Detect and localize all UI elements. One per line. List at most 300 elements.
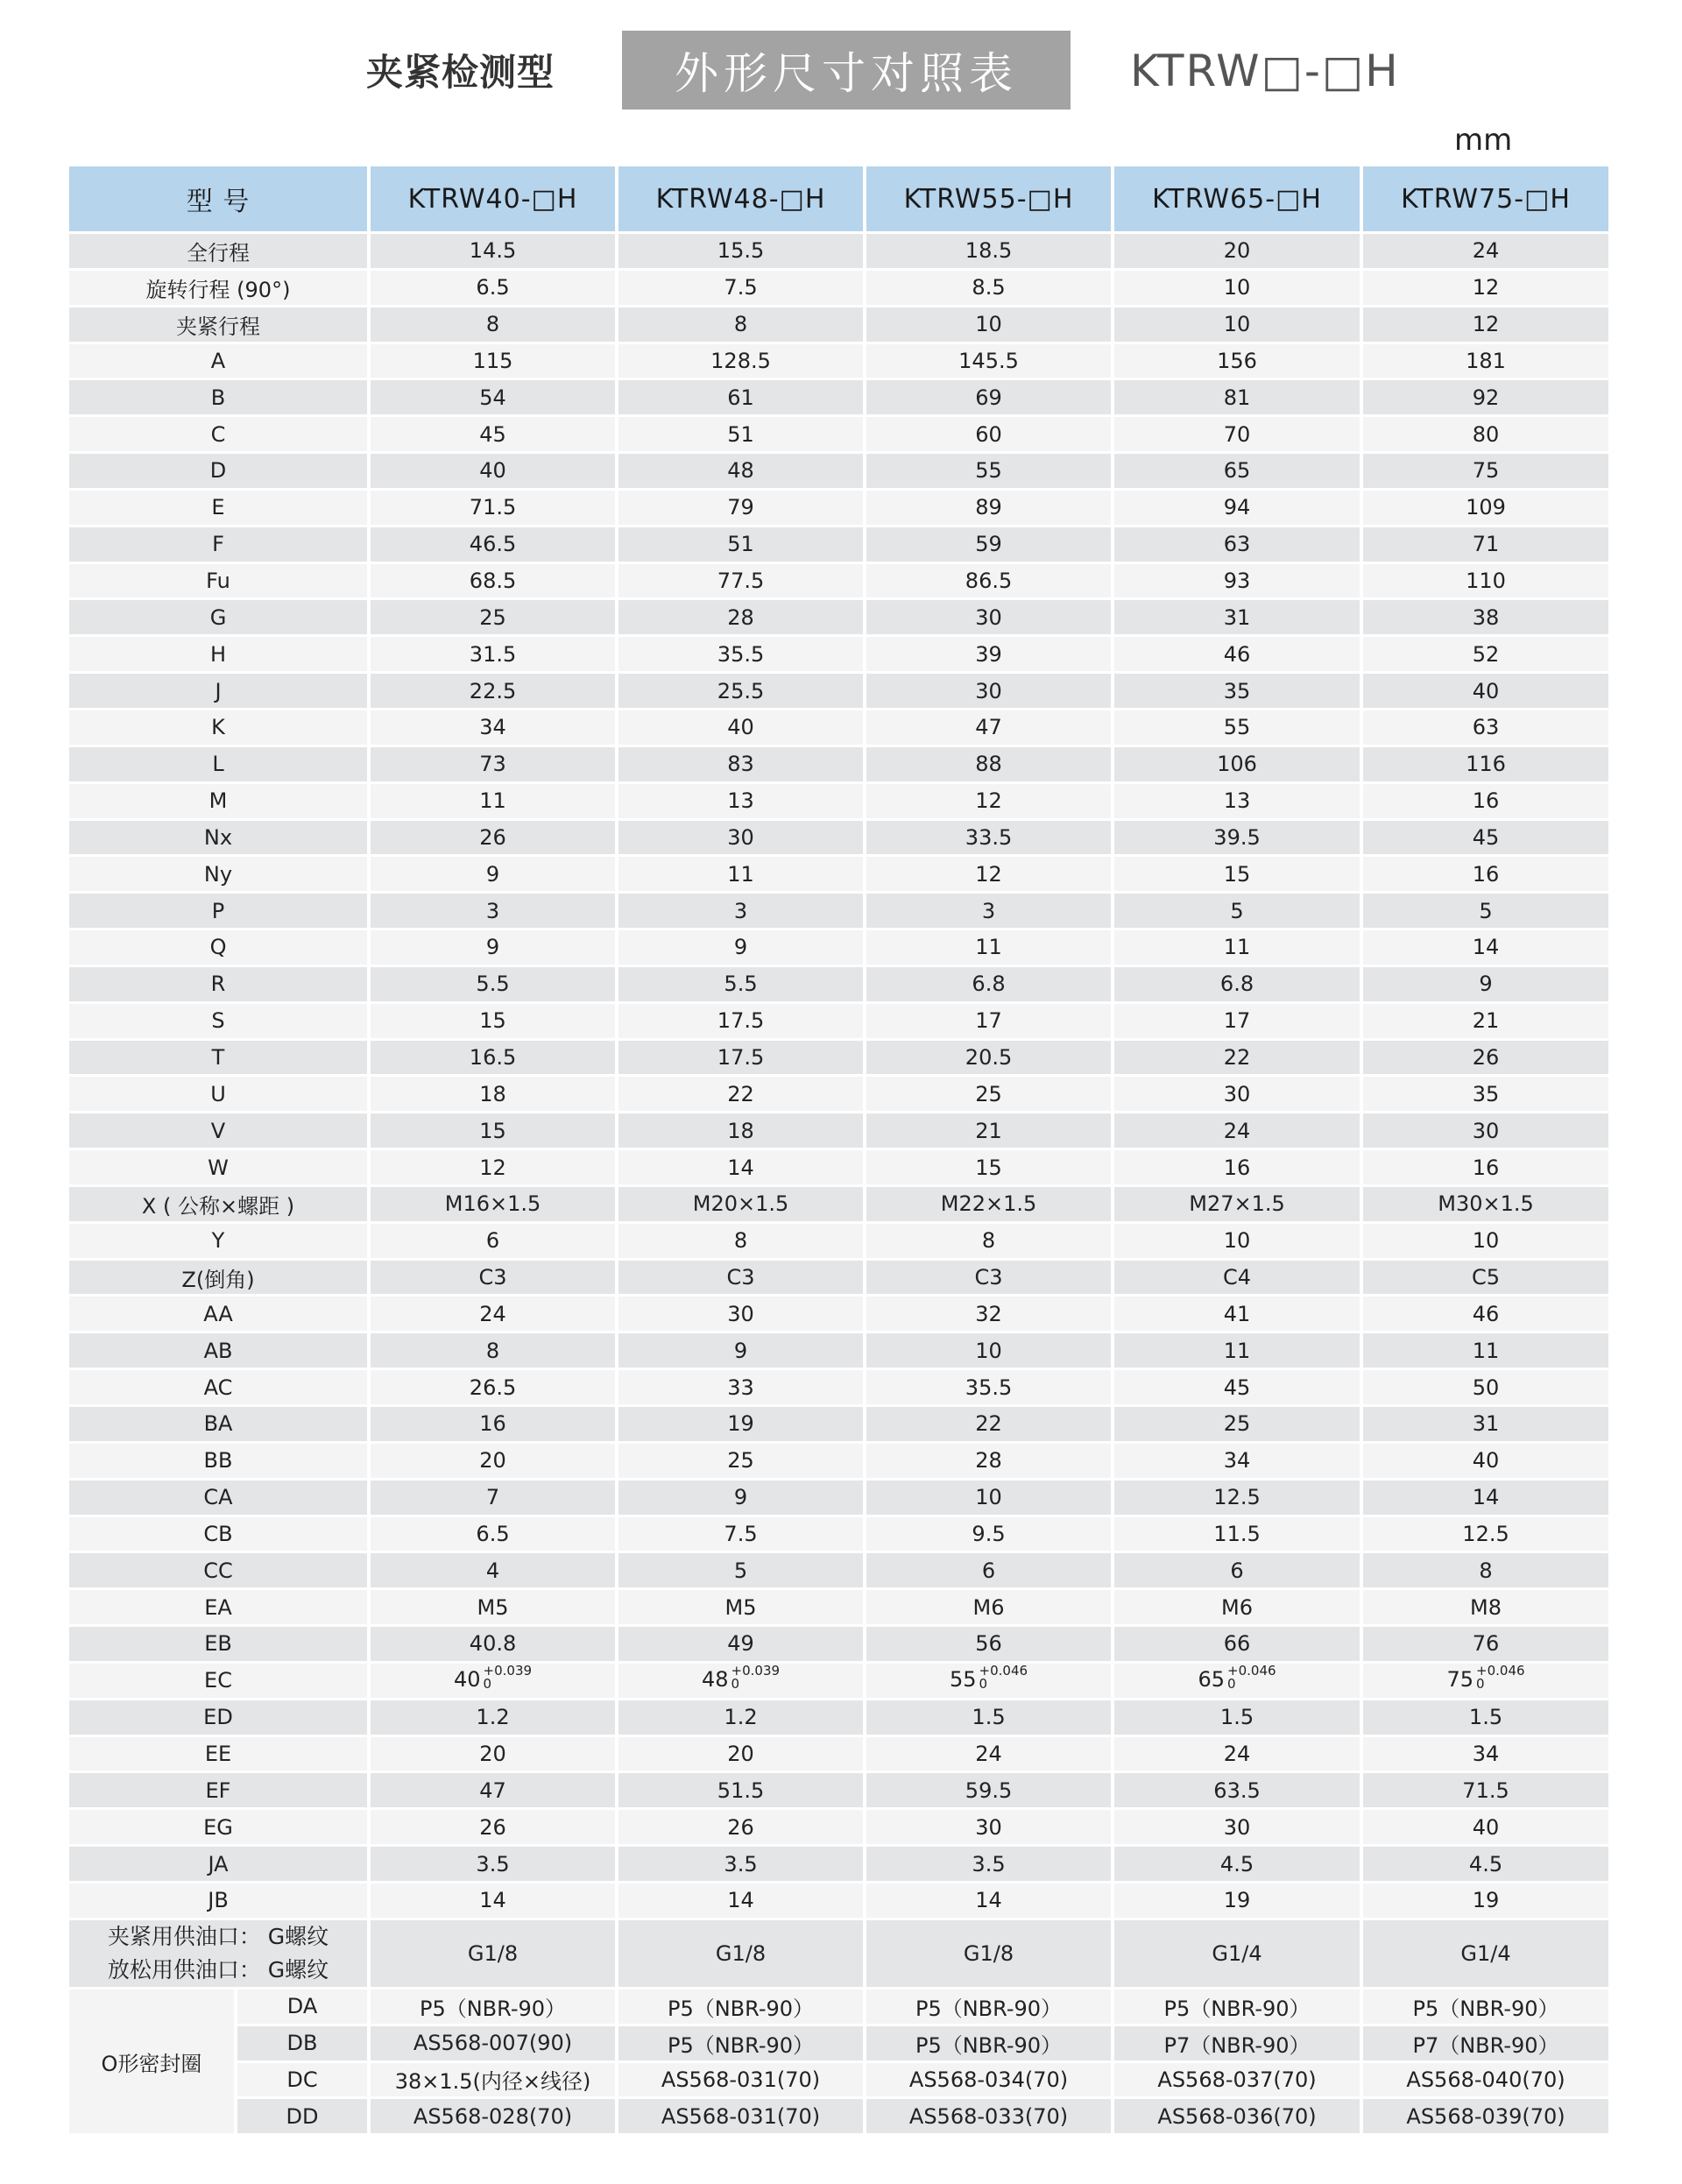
row-label: R	[69, 965, 369, 1002]
row-label: JA	[69, 1846, 369, 1883]
table-cell: 39.5	[1113, 819, 1361, 856]
table-cell: 7.5	[617, 1516, 865, 1552]
port-label	[69, 1919, 369, 1988]
table-cell: P7（NBR-90）	[1361, 2025, 1610, 2061]
table-cell: 9	[369, 929, 617, 966]
table-cell: M20×1.5	[617, 1185, 865, 1222]
table-cell: 51	[617, 526, 865, 562]
table-row	[69, 233, 1610, 270]
table-cell: 16	[1361, 856, 1610, 893]
table-cell: M8	[1361, 1589, 1610, 1626]
table-cell: 38×1.5(内径×线径)	[369, 2061, 617, 2098]
row-label: Y	[69, 1222, 369, 1259]
table-cell: 10	[1113, 306, 1361, 343]
table-cell: P5（NBR-90）	[369, 1988, 617, 2025]
table-cell: 10	[865, 306, 1113, 343]
table-cell: AS568-007(90)	[369, 2025, 617, 2061]
table-cell: 22	[617, 1076, 865, 1113]
table-cell: 16	[1113, 1149, 1361, 1186]
table-cell: 26	[369, 819, 617, 856]
table-cell: 8	[1361, 1552, 1610, 1589]
table-cell: 1.5	[1361, 1699, 1610, 1735]
table-cell: 10	[1361, 1222, 1610, 1259]
table-cell: 6.8	[865, 965, 1113, 1002]
table-cell: 92	[1361, 379, 1610, 416]
table-cell: 26.5	[369, 1369, 617, 1406]
table-cell: 79	[617, 489, 865, 526]
table-cell: 22.5	[369, 673, 617, 710]
table-cell: G1/8	[865, 1919, 1113, 1988]
table-row-seal	[69, 2098, 1610, 2135]
table-row	[69, 1552, 1610, 1589]
table-row	[69, 1589, 1610, 1626]
row-label: EE	[69, 1735, 369, 1772]
row-label: CA	[69, 1479, 369, 1516]
row-label: AC	[69, 1369, 369, 1406]
table-cell: 21	[865, 1113, 1113, 1149]
table-cell: M30×1.5	[1361, 1185, 1610, 1222]
table-cell: P5（NBR-90）	[865, 1988, 1113, 2025]
table-cell: 26	[369, 1809, 617, 1846]
table-cell: 47	[865, 709, 1113, 746]
table-cell: 7.5	[617, 269, 865, 306]
table-row	[69, 599, 1610, 636]
table-cell: 145.5	[865, 343, 1113, 379]
table-cell: 109	[1361, 489, 1610, 526]
table-cell: 12.5	[1113, 1479, 1361, 1516]
table-cell: 19	[1361, 1882, 1610, 1919]
table-cell: 52	[1361, 636, 1610, 673]
table-cell: 45	[369, 416, 617, 453]
table-cell: 14	[1361, 929, 1610, 966]
table-cell: 75	[1361, 453, 1610, 490]
table-cell: 8	[865, 1222, 1113, 1259]
table-cell: 45	[1113, 1369, 1361, 1406]
table-cell: 4.5	[1361, 1846, 1610, 1883]
table-cell: 30	[1113, 1076, 1361, 1113]
table-row-ports	[69, 1919, 1610, 1988]
table-cell: 39	[865, 636, 1113, 673]
table-cell: 15	[865, 1149, 1113, 1186]
table-row	[69, 856, 1610, 893]
table-cell: 17	[1113, 1002, 1361, 1039]
table-cell: 16.5	[369, 1039, 617, 1076]
table-cell: 30	[617, 1296, 865, 1332]
table-cell: 6.5	[369, 1516, 617, 1552]
page-title-text: 外形尺寸对照表	[675, 48, 1018, 99]
table-cell: 89	[865, 489, 1113, 526]
table-cell: 1.2	[617, 1699, 865, 1735]
table-cell: 10	[1113, 269, 1361, 306]
row-label: J	[69, 673, 369, 710]
table-cell: 21	[1361, 1002, 1610, 1039]
table-cell: 33	[617, 1369, 865, 1406]
table-cell: 10	[865, 1332, 1113, 1369]
nominal-value: 48	[701, 1667, 729, 1693]
table-cell: 3	[617, 893, 865, 929]
table-cell: 14	[617, 1882, 865, 1919]
table-cell: 12	[865, 782, 1113, 819]
row-label: B	[69, 379, 369, 416]
table-cell: M5	[617, 1589, 865, 1626]
row-label: AA	[69, 1296, 369, 1332]
row-label: E	[69, 489, 369, 526]
row-label: K	[69, 709, 369, 746]
table-cell: 19	[617, 1406, 865, 1443]
table-cell: 86.5	[865, 562, 1113, 599]
table-cell: 14.5	[369, 233, 617, 270]
table-cell: 5	[1113, 893, 1361, 929]
table-cell: 116	[1361, 746, 1610, 782]
seal-code: DA	[236, 1988, 369, 2025]
tolerance-lower: 0	[731, 1676, 740, 1693]
table-cell: 35.5	[865, 1369, 1113, 1406]
row-label: D	[69, 453, 369, 490]
row-label: M	[69, 782, 369, 819]
tolerance-lower: 0	[979, 1676, 988, 1693]
table-cell: 83	[617, 746, 865, 782]
table-cell: 9	[369, 856, 617, 893]
tolerance-lower: 0	[1476, 1676, 1485, 1693]
table-cell: 66	[1113, 1626, 1361, 1663]
table-cell: 11	[369, 782, 617, 819]
table-cell: 24	[1113, 1735, 1361, 1772]
table-cell: 24	[1361, 233, 1610, 270]
table-row	[69, 379, 1610, 416]
table-header-row	[69, 166, 1610, 233]
table-cell: P5（NBR-90）	[1113, 1988, 1361, 2025]
table-cell: 9	[617, 1479, 865, 1516]
table-cell: 4.5	[1113, 1846, 1361, 1883]
table-cell: 65	[1113, 453, 1361, 490]
table-cell: 22	[865, 1406, 1113, 1443]
table-cell: 18	[369, 1076, 617, 1113]
tolerance-lower: 0	[483, 1676, 492, 1693]
tolerance-upper: +0.046	[1227, 1663, 1276, 1679]
table-cell: 80	[1361, 416, 1610, 453]
table-cell: 14	[369, 1882, 617, 1919]
table-cell: 7	[369, 1479, 617, 1516]
table-cell: 81	[1113, 379, 1361, 416]
table-cell: 26	[1361, 1039, 1610, 1076]
table-cell: 25	[865, 1076, 1113, 1113]
table-cell: 46	[1113, 636, 1361, 673]
table-row	[69, 1185, 1610, 1222]
row-label: U	[69, 1076, 369, 1113]
table-cell: C3	[617, 1259, 865, 1296]
table-cell: 30	[617, 819, 865, 856]
table-cell: 32	[865, 1296, 1113, 1332]
table-cell: M16×1.5	[369, 1185, 617, 1222]
table-row-seal	[69, 2025, 1610, 2061]
table-cell: 30	[865, 673, 1113, 710]
table-cell: AS568-040(70)	[1361, 2061, 1610, 2098]
table-cell: P5（NBR-90）	[1361, 1988, 1610, 2025]
table-row	[69, 489, 1610, 526]
table-row	[69, 893, 1610, 929]
table-cell: 18.5	[865, 233, 1113, 270]
table-cell-tolerance	[1361, 1662, 1610, 1699]
table-cell: 38	[1361, 599, 1610, 636]
table-cell-tolerance	[865, 1662, 1113, 1699]
table-cell: 11	[865, 929, 1113, 966]
table-cell: 9	[1361, 965, 1610, 1002]
table-cell: 8	[617, 1222, 865, 1259]
table-cell: 40	[369, 453, 617, 490]
table-cell: 47	[369, 1772, 617, 1809]
row-label: ED	[69, 1699, 369, 1735]
row-label: BA	[69, 1406, 369, 1443]
table-cell: G1/4	[1113, 1919, 1361, 1988]
table-row	[69, 746, 1610, 782]
table-cell: 8	[617, 306, 865, 343]
table-cell: 34	[1361, 1735, 1610, 1772]
table-cell: 24	[865, 1735, 1113, 1772]
row-label: P	[69, 893, 369, 929]
model-header: KTRW75-□H	[1361, 166, 1610, 233]
table-cell: AS568-031(70)	[617, 2098, 865, 2135]
row-label: BB	[69, 1442, 369, 1479]
table-cell: 1.5	[865, 1699, 1113, 1735]
table-cell: 5.5	[369, 965, 617, 1002]
table-cell: 71.5	[1361, 1772, 1610, 1809]
table-row	[69, 1369, 1610, 1406]
unit-label: mm	[1454, 123, 1513, 158]
tolerance	[1227, 1665, 1276, 1691]
table-cell: 50	[1361, 1369, 1610, 1406]
table-cell: 22	[1113, 1039, 1361, 1076]
table-cell: 6	[369, 1222, 617, 1259]
table-row	[69, 1002, 1610, 1039]
table-cell: AS568-034(70)	[865, 2061, 1113, 2098]
table-cell: 46	[1361, 1296, 1610, 1332]
table-cell: 25	[617, 1442, 865, 1479]
table-cell: 94	[1113, 489, 1361, 526]
row-label: G	[69, 599, 369, 636]
row-label: L	[69, 746, 369, 782]
table-cell: 25	[1113, 1406, 1361, 1443]
table-cell: 6.5	[369, 269, 617, 306]
table-cell: 30	[865, 1809, 1113, 1846]
row-label: CB	[69, 1516, 369, 1552]
seal-code: DB	[236, 2025, 369, 2061]
dimension-table	[69, 166, 1612, 2136]
table-cell: 17.5	[617, 1002, 865, 1039]
table-cell: G1/8	[617, 1919, 865, 1988]
table-row	[69, 1149, 1610, 1186]
table-cell: 35	[1113, 673, 1361, 710]
table-cell: 3.5	[865, 1846, 1113, 1883]
table-row	[69, 416, 1610, 453]
table-cell: 30	[1361, 1113, 1610, 1149]
table-cell: 15.5	[617, 233, 865, 270]
table-cell: 24	[1113, 1113, 1361, 1149]
model-header: KTRW40-□H	[369, 166, 617, 233]
table-cell: 40	[1361, 673, 1610, 710]
table-cell: 4	[369, 1552, 617, 1589]
row-label: EB	[69, 1626, 369, 1663]
table-cell: 17.5	[617, 1039, 865, 1076]
tolerance	[1476, 1665, 1525, 1691]
table-cell-tolerance	[369, 1662, 617, 1699]
table-cell: 40	[1361, 1809, 1610, 1846]
table-cell: 35.5	[617, 636, 865, 673]
table-cell: 88	[865, 746, 1113, 782]
table-cell: 28	[617, 599, 865, 636]
table-cell: 15	[369, 1113, 617, 1149]
table-cell: 45	[1361, 819, 1610, 856]
table-cell: 77.5	[617, 562, 865, 599]
table-cell: 3.5	[369, 1846, 617, 1883]
table-row	[69, 343, 1610, 379]
table-cell: 28	[865, 1442, 1113, 1479]
table-cell: C3	[369, 1259, 617, 1296]
row-label: C	[69, 416, 369, 453]
row-label: Fu	[69, 562, 369, 599]
tolerance-upper: +0.046	[1476, 1663, 1525, 1679]
table-cell: 41	[1113, 1296, 1361, 1332]
row-label: F	[69, 526, 369, 562]
row-label: W	[69, 1149, 369, 1186]
table-cell: 115	[369, 343, 617, 379]
table-cell: M22×1.5	[865, 1185, 1113, 1222]
table-cell: 46.5	[369, 526, 617, 562]
table-cell: C5	[1361, 1259, 1610, 1296]
table-cell: 14	[617, 1149, 865, 1186]
table-cell: 24	[369, 1296, 617, 1332]
table-cell: 12	[1361, 269, 1610, 306]
table-cell: 11	[1113, 929, 1361, 966]
row-label: 旋转行程 (90°)	[69, 269, 369, 306]
row-label: EF	[69, 1772, 369, 1809]
table-cell: 1.2	[369, 1699, 617, 1735]
table-cell: AS568-036(70)	[1113, 2098, 1361, 2135]
table-cell: 59.5	[865, 1772, 1113, 1809]
row-label: 夹紧行程	[69, 306, 369, 343]
table-cell: AS568-039(70)	[1361, 2098, 1610, 2135]
table-cell: 20	[369, 1442, 617, 1479]
table-cell: 15	[369, 1002, 617, 1039]
model-header: KTRW55-□H	[865, 166, 1113, 233]
table-cell: 11	[1361, 1332, 1610, 1369]
table-row	[69, 1259, 1610, 1296]
row-label: EA	[69, 1589, 369, 1626]
row-label: V	[69, 1113, 369, 1149]
table-cell: 71	[1361, 526, 1610, 562]
table-cell: 30	[1113, 1809, 1361, 1846]
table-cell: 71.5	[369, 489, 617, 526]
table-row	[69, 965, 1610, 1002]
row-label: H	[69, 636, 369, 673]
table-cell: 20	[369, 1735, 617, 1772]
table-row	[69, 1809, 1610, 1846]
nominal-value: 55	[949, 1667, 977, 1693]
tolerance-lower: 0	[1227, 1676, 1236, 1693]
table-cell: 60	[865, 416, 1113, 453]
table-cell: P5（NBR-90）	[617, 1988, 865, 2025]
row-label: Q	[69, 929, 369, 966]
table-cell: M6	[1113, 1589, 1361, 1626]
table-cell: 56	[865, 1626, 1113, 1663]
table-cell: 17	[865, 1002, 1113, 1039]
table-cell-tolerance	[617, 1662, 865, 1699]
table-cell: 25.5	[617, 673, 865, 710]
table-cell: 70	[1113, 416, 1361, 453]
table-cell: 8.5	[865, 269, 1113, 306]
tolerance	[731, 1665, 781, 1691]
table-cell: 25	[369, 599, 617, 636]
table-cell: 15	[1113, 856, 1361, 893]
table-cell: 8	[369, 306, 617, 343]
table-cell: 31	[1113, 599, 1361, 636]
port-label-release: 放松用供油口： G螺纹	[107, 1956, 329, 1983]
table-cell: 5	[617, 1552, 865, 1589]
table-row	[69, 1735, 1610, 1772]
table-row	[69, 1882, 1610, 1919]
table-cell: 6	[1113, 1552, 1361, 1589]
table-row	[69, 1772, 1610, 1809]
table-cell: 51	[617, 416, 865, 453]
table-row	[69, 782, 1610, 819]
table-cell: 14	[865, 1882, 1113, 1919]
table-cell: 19	[1113, 1882, 1361, 1919]
tolerance	[484, 1665, 533, 1691]
row-label: JB	[69, 1882, 369, 1919]
table-cell: 76	[1361, 1626, 1610, 1663]
table-cell: 63.5	[1113, 1772, 1361, 1809]
table-cell: 16	[1361, 1149, 1610, 1186]
row-label: AB	[69, 1332, 369, 1369]
table-cell: 55	[865, 453, 1113, 490]
table-row	[69, 1626, 1610, 1663]
table-cell: 40.8	[369, 1626, 617, 1663]
table-cell: 63	[1113, 526, 1361, 562]
nominal-value: 75	[1446, 1667, 1474, 1693]
table-row-seal	[69, 1988, 1610, 2025]
table-cell: G1/4	[1361, 1919, 1610, 1988]
table-cell: 34	[369, 709, 617, 746]
table-row	[69, 1332, 1610, 1369]
table-cell: 93	[1113, 562, 1361, 599]
tolerance-upper: +0.039	[731, 1663, 781, 1679]
table-cell: 9.5	[865, 1516, 1113, 1552]
table-row	[69, 819, 1610, 856]
table-row	[69, 526, 1610, 562]
table-row	[69, 636, 1610, 673]
table-cell: 10	[865, 1479, 1113, 1516]
table-cell: P5（NBR-90）	[617, 2025, 865, 2061]
table-cell: 33.5	[865, 819, 1113, 856]
table-cell: 26	[617, 1809, 865, 1846]
table-row	[69, 453, 1610, 490]
category-title: 夹紧检测型	[366, 51, 555, 94]
table-cell: 16	[1361, 782, 1610, 819]
table-cell: 59	[865, 526, 1113, 562]
row-label: Z(倒角)	[69, 1259, 369, 1296]
table-row	[69, 1516, 1610, 1552]
table-cell: 63	[1361, 709, 1610, 746]
table-row	[69, 1039, 1610, 1076]
table-cell: 61	[617, 379, 865, 416]
table-cell: 1.5	[1113, 1699, 1361, 1735]
row-label: Ny	[69, 856, 369, 893]
table-row	[69, 269, 1610, 306]
table-cell: 156	[1113, 343, 1361, 379]
table-cell: P7（NBR-90）	[1113, 2025, 1361, 2061]
table-cell: 51.5	[617, 1772, 865, 1809]
table-cell: 31	[1361, 1406, 1610, 1443]
table-cell: 3	[865, 893, 1113, 929]
